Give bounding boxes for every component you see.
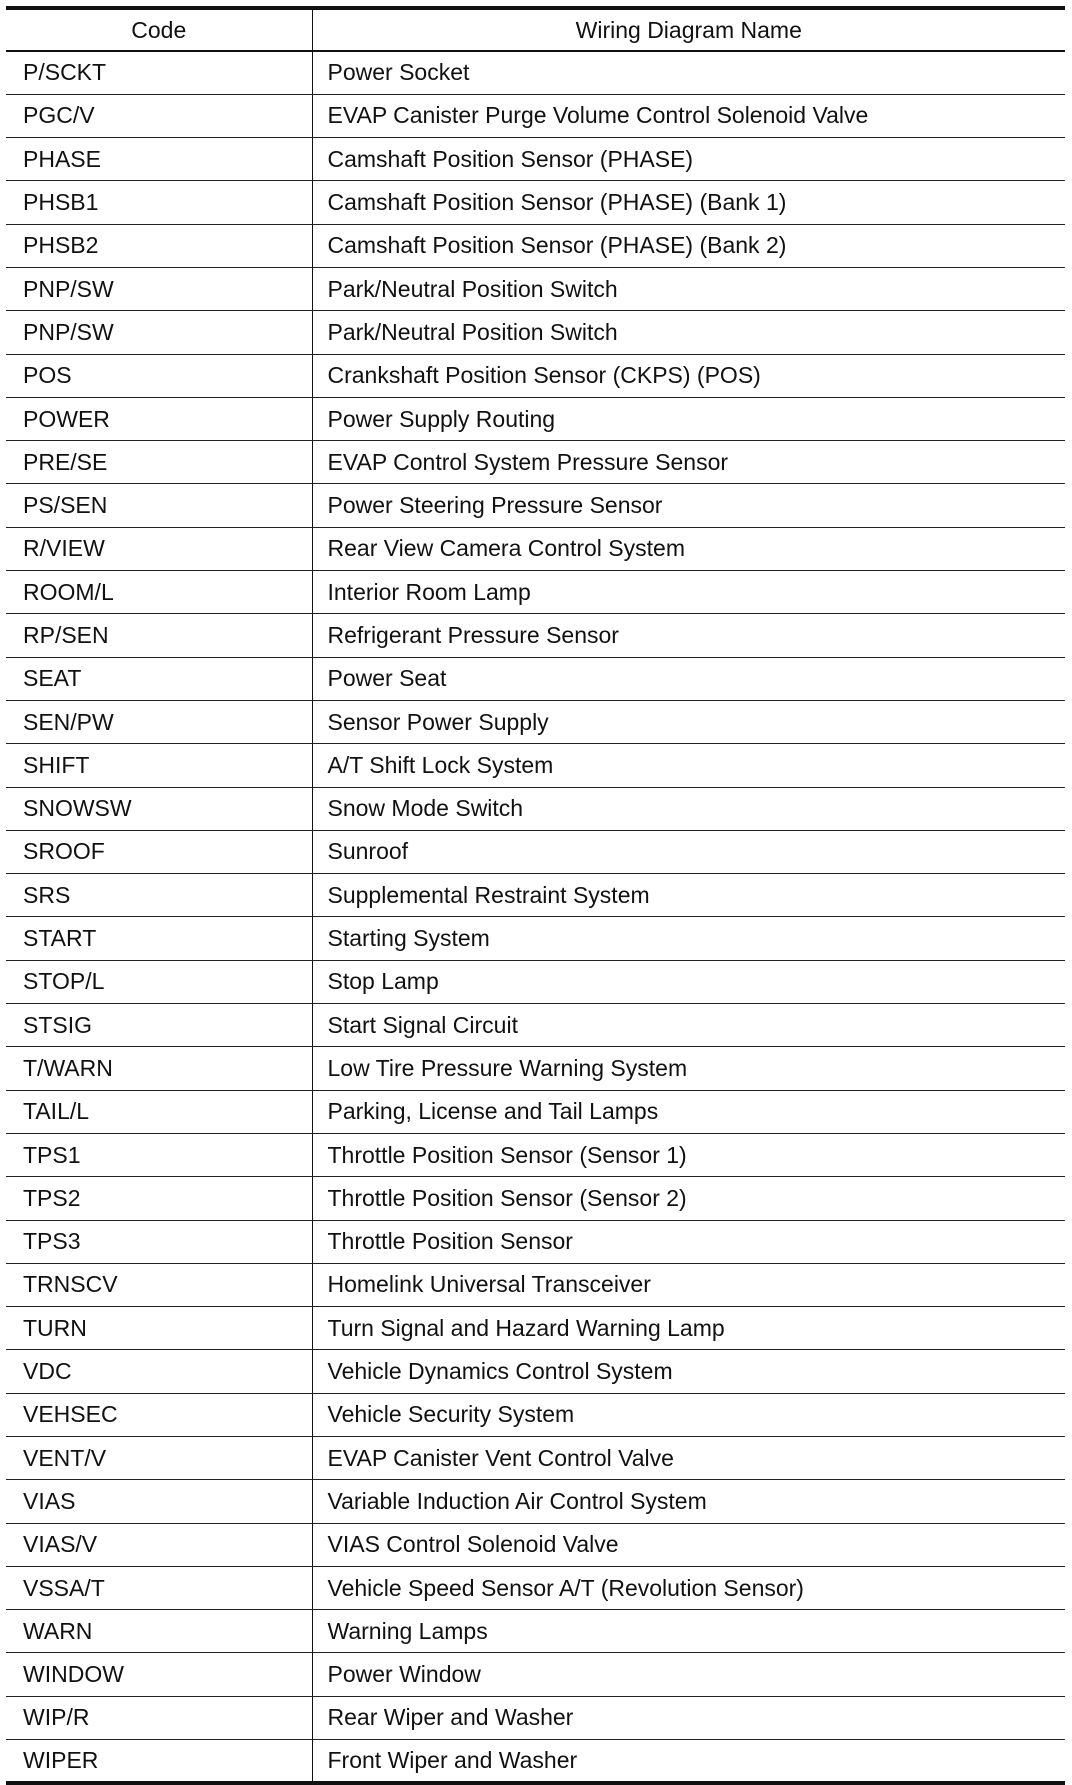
code-cell: SNOWSW [6, 787, 312, 830]
wiring-diagram-name-cell: Starting System [312, 917, 1065, 960]
code-cell: P/SCKT [6, 51, 312, 94]
wiring-diagram-name-cell: VIAS Control Solenoid Valve [312, 1523, 1065, 1566]
table-row [6, 51, 1065, 94]
table-row [6, 311, 1065, 354]
wiring-diagram-name-cell: Sunroof [312, 830, 1065, 873]
code-cell: POWER [6, 397, 312, 440]
code-cell: VEHSEC [6, 1393, 312, 1436]
wiring-diagram-name-cell: Power Socket [312, 51, 1065, 94]
wiring-diagram-name-cell: Homelink Universal Transceiver [312, 1263, 1065, 1306]
code-cell: VDC [6, 1350, 312, 1393]
table-header-row [6, 8, 1065, 51]
table-row [6, 787, 1065, 830]
code-cell: TRNSCV [6, 1263, 312, 1306]
code-cell: TURN [6, 1307, 312, 1350]
wiring-diagram-name-cell: Crankshaft Position Sensor (CKPS) (POS) [312, 354, 1065, 397]
wiring-diagram-name-cell: Power Seat [312, 657, 1065, 700]
table-row [6, 224, 1065, 267]
wiring-diagram-name-cell: Throttle Position Sensor [312, 1220, 1065, 1263]
wiring-diagram-name-cell: Stop Lamp [312, 960, 1065, 1003]
wiring-diagram-name-cell: Snow Mode Switch [312, 787, 1065, 830]
code-cell: TPS1 [6, 1133, 312, 1176]
code-cell: VSSA/T [6, 1566, 312, 1609]
code-cell: WARN [6, 1610, 312, 1653]
wiring-diagram-name-cell: Supplemental Restraint System [312, 874, 1065, 917]
table-row [6, 1177, 1065, 1220]
code-cell: PHASE [6, 138, 312, 181]
table-row [6, 571, 1065, 614]
wiring-diagram-name-cell: Power Window [312, 1653, 1065, 1696]
wiring-diagram-name-cell: Vehicle Speed Sensor A/T (Revolution Sensor) [312, 1566, 1065, 1609]
code-cell: SROOF [6, 830, 312, 873]
code-cell: VIAS/V [6, 1523, 312, 1566]
table-row [6, 181, 1065, 224]
table-row [6, 1133, 1065, 1176]
code-cell: VENT/V [6, 1437, 312, 1480]
wiring-diagram-name-cell: A/T Shift Lock System [312, 744, 1065, 787]
wiring-diagram-name-cell: Rear Wiper and Washer [312, 1696, 1065, 1739]
wiring-diagram-name-cell: Low Tire Pressure Warning System [312, 1047, 1065, 1090]
table-row [6, 1047, 1065, 1090]
code-cell: POS [6, 354, 312, 397]
code-cell: TPS3 [6, 1220, 312, 1263]
table-row [6, 1740, 1065, 1783]
table-row [6, 1350, 1065, 1393]
table-row [6, 744, 1065, 787]
wiring-diagram-name-cell: Vehicle Security System [312, 1393, 1065, 1436]
wiring-diagram-name-cell: Sensor Power Supply [312, 700, 1065, 743]
table-row [6, 1696, 1065, 1739]
table-row [6, 657, 1065, 700]
code-cell: PGC/V [6, 94, 312, 137]
table-row [6, 1523, 1065, 1566]
code-column-header: Code [6, 8, 312, 51]
table-row [6, 1090, 1065, 1133]
table-row [6, 830, 1065, 873]
wiring-diagram-name-cell: Vehicle Dynamics Control System [312, 1350, 1065, 1393]
wiring-diagram-name-cell: Camshaft Position Sensor (PHASE) [312, 138, 1065, 181]
table-row [6, 1004, 1065, 1047]
table-row [6, 267, 1065, 310]
wiring-diagram-name-cell: Turn Signal and Hazard Warning Lamp [312, 1307, 1065, 1350]
code-cell: ROOM/L [6, 571, 312, 614]
code-cell: STOP/L [6, 960, 312, 1003]
code-cell: RP/SEN [6, 614, 312, 657]
wiring-diagram-name-cell: Park/Neutral Position Switch [312, 311, 1065, 354]
wiring-diagram-name-cell: Interior Room Lamp [312, 571, 1065, 614]
code-cell: PNP/SW [6, 267, 312, 310]
code-cell: PRE/SE [6, 441, 312, 484]
wiring-diagram-name-cell: Throttle Position Sensor (Sensor 1) [312, 1133, 1065, 1176]
code-cell: PHSB2 [6, 224, 312, 267]
code-cell: SEAT [6, 657, 312, 700]
name-column-header: Wiring Diagram Name [312, 8, 1065, 51]
table-row [6, 441, 1065, 484]
wiring-diagram-code-table [6, 6, 1065, 1785]
code-cell: SRS [6, 874, 312, 917]
table-row [6, 94, 1065, 137]
table-row [6, 354, 1065, 397]
wiring-diagram-name-cell: EVAP Control System Pressure Sensor [312, 441, 1065, 484]
table-row [6, 1220, 1065, 1263]
wiring-diagram-name-cell: EVAP Canister Vent Control Valve [312, 1437, 1065, 1480]
table-row [6, 397, 1065, 440]
code-cell: R/VIEW [6, 527, 312, 570]
wiring-diagram-name-cell: Camshaft Position Sensor (PHASE) (Bank 2) [312, 224, 1065, 267]
code-cell: T/WARN [6, 1047, 312, 1090]
table-row [6, 960, 1065, 1003]
wiring-diagram-name-cell: Parking, License and Tail Lamps [312, 1090, 1065, 1133]
code-cell: WINDOW [6, 1653, 312, 1696]
wiring-diagram-name-cell: Front Wiper and Washer [312, 1740, 1065, 1783]
table-row [6, 1480, 1065, 1523]
wiring-diagram-name-cell: Warning Lamps [312, 1610, 1065, 1653]
table-row [6, 138, 1065, 181]
code-cell: START [6, 917, 312, 960]
wiring-diagram-name-cell: Variable Induction Air Control System [312, 1480, 1065, 1523]
wiring-diagram-name-cell: Refrigerant Pressure Sensor [312, 614, 1065, 657]
table-row [6, 614, 1065, 657]
table-row [6, 700, 1065, 743]
code-cell: TPS2 [6, 1177, 312, 1220]
table-row [6, 874, 1065, 917]
table-row [6, 1263, 1065, 1306]
wiring-diagram-name-cell: Park/Neutral Position Switch [312, 267, 1065, 310]
table-row [6, 1307, 1065, 1350]
table-row [6, 1566, 1065, 1609]
wiring-diagram-name-cell: Power Steering Pressure Sensor [312, 484, 1065, 527]
table-row [6, 484, 1065, 527]
wiring-diagram-name-cell: Start Signal Circuit [312, 1004, 1065, 1047]
code-cell: PHSB1 [6, 181, 312, 224]
code-cell: PS/SEN [6, 484, 312, 527]
code-cell: VIAS [6, 1480, 312, 1523]
wiring-diagram-name-cell: Throttle Position Sensor (Sensor 2) [312, 1177, 1065, 1220]
code-cell: TAIL/L [6, 1090, 312, 1133]
code-cell: WIPER [6, 1740, 312, 1783]
wiring-diagram-name-cell: Rear View Camera Control System [312, 527, 1065, 570]
code-cell: PNP/SW [6, 311, 312, 354]
wiring-diagram-name-cell: Camshaft Position Sensor (PHASE) (Bank 1) [312, 181, 1065, 224]
table-row [6, 1610, 1065, 1653]
table-row [6, 1393, 1065, 1436]
table-row [6, 527, 1065, 570]
wiring-diagram-name-cell: EVAP Canister Purge Volume Control Solenoid Valve [312, 94, 1065, 137]
code-cell: SEN/PW [6, 700, 312, 743]
wiring-diagram-name-cell: Power Supply Routing [312, 397, 1065, 440]
code-cell: WIP/R [6, 1696, 312, 1739]
code-cell: STSIG [6, 1004, 312, 1047]
table-row [6, 917, 1065, 960]
code-cell: SHIFT [6, 744, 312, 787]
table-row [6, 1653, 1065, 1696]
table-body [6, 51, 1065, 1783]
table-row [6, 1437, 1065, 1480]
